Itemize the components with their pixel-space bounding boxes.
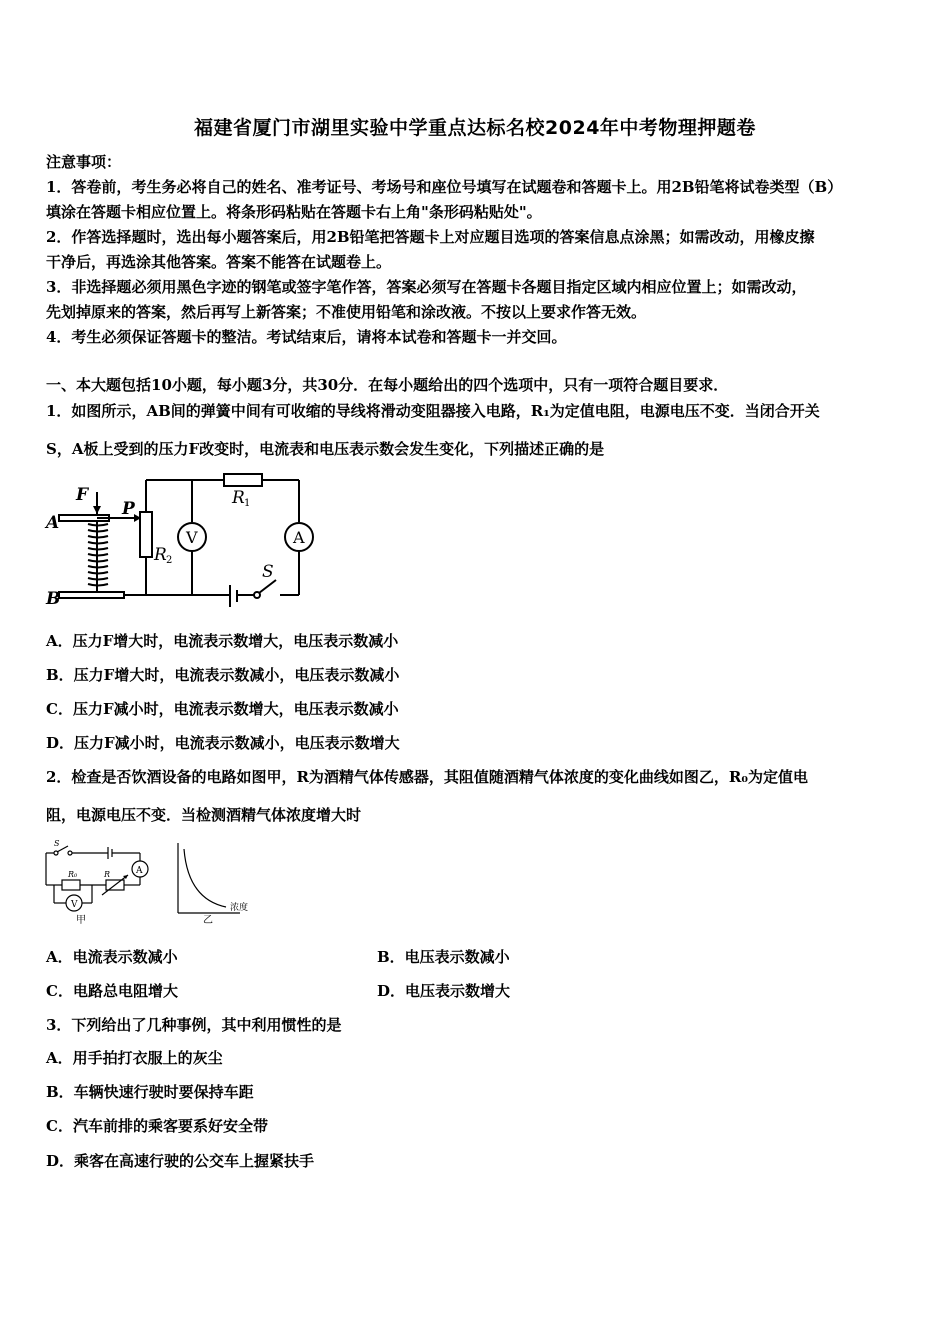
label-B: B — [46, 589, 61, 609]
label-R1-subscript: 1 — [244, 498, 251, 509]
label-F: F — [76, 485, 89, 505]
figure-yi-label: 乙 — [203, 915, 213, 926]
force-arrow-icon — [93, 506, 101, 514]
figure-jia-label: 甲 — [76, 915, 86, 926]
question-3-option-b[interactable]: B．车辆快速行驶时要保持车距 — [46, 1083, 254, 1101]
question-1-text: 1．如图所示，AB间的弹簧中间有可收缩的导线将滑动变阻器接入电路，R₁为定值电阻，电源电压不变．当闭合开关 — [46, 402, 820, 420]
question-2-option-b[interactable]: B．电压表示数减小 — [377, 948, 510, 966]
page-title: 福建省厦门市湖里实验中学重点达标名校2024年中考物理押题卷 — [194, 117, 756, 139]
question-2-text: 阻，电源电压不变．当检测酒精气体浓度增大时 — [46, 806, 362, 824]
concentration-axis-label: 浓度 — [230, 903, 249, 913]
question-1-option-b[interactable]: B．压力F增大时，电流表示数减小，电压表示数减小 — [46, 666, 400, 684]
section-heading: 一、本大题包括10小题，每小题3分，共30分．在每小题给出的四个选项中，只有一项符合题目要求． — [46, 376, 729, 394]
label-R1: R — [232, 488, 245, 508]
question-2-option-d[interactable]: D．电压表示数增大 — [377, 982, 511, 1000]
voltmeter-label: V — [186, 528, 198, 547]
r0-label: R₀ — [68, 870, 78, 879]
notice-line: 4．考生必须保证答题卡的整洁。考试结束后，请将本试卷和答题卡一并交回。 — [46, 328, 567, 346]
label-P: P — [122, 499, 135, 519]
question-3-text: 3．下列给出了几种事例，其中利用惯性的是 — [46, 1016, 342, 1034]
label-R2-subscript: 2 — [166, 555, 173, 566]
question-2-text: 2．检查是否饮酒设备的电路如图甲，R为酒精气体传感器，其阻值随酒精气体浓度的变化曲线如图乙，R₀为定值电 — [46, 768, 808, 786]
question-2-option-a[interactable]: A．电流表示数减小 — [46, 948, 178, 966]
ammeter-label: A — [136, 866, 143, 876]
question-3-option-d[interactable]: D．乘客在高速行驶的公交车上握紧扶手 — [46, 1152, 315, 1170]
question-1-text: S，A板上受到的压力F改变时，电流表和电压表示数会发生变化，下列描述正确的是 — [46, 440, 605, 458]
switch-label: S — [54, 839, 60, 848]
question-2-option-c[interactable]: C．电路总电阻增大 — [46, 982, 178, 1000]
question-3-option-c[interactable]: C．汽车前排的乘客要系好安全带 — [46, 1117, 268, 1135]
label-A: A — [46, 513, 60, 533]
question-2-figures — [40, 835, 260, 927]
ammeter-label: A — [293, 528, 305, 547]
notice-line: 2．作答选择题时，选出每小题答案后，用2B铅笔把答题卡上对应题目选项的答案信息点涂黑；如需改动，用橡皮擦 — [46, 228, 815, 246]
notice-line: 填涂在答题卡相应位置上。将条形码粘贴在答题卡右上角"条形码粘贴处"。 — [46, 203, 542, 221]
question-1-option-d[interactable]: D．压力F减小时，电流表示数减小，电压表示数增大 — [46, 734, 400, 752]
question-3-option-a[interactable]: A．用手拍打衣服上的灰尘 — [46, 1049, 223, 1067]
notice-line: 1．答卷前，考生务必将自己的姓名、准考证号、考场号和座位号填写在试题卷和答题卡上。用2B铅笔将试卷类型（B） — [46, 178, 843, 196]
question-1-option-c[interactable]: C．压力F减小时，电流表示数增大，电压表示数减小 — [46, 700, 399, 718]
label-R2: R — [154, 545, 167, 565]
notice-line: 干净后，再选涂其他答案。答案不能答在试题卷上。 — [46, 253, 392, 271]
r-label: R — [104, 870, 111, 879]
voltmeter-label: V — [71, 900, 78, 910]
notice-line: 先划掉原来的答案，然后再写上新答案；不准使用铅笔和涂改液。不按以上要求作答无效。 — [46, 303, 647, 321]
notice-line: 3．非选择题必须用黑色字迹的钢笔或签字笔作答，答案必须写在答题卡各题目指定区域内相应位置上；如需改动， — [46, 278, 807, 296]
switch-label: S — [262, 562, 274, 582]
question-1-circuit-figure — [44, 470, 324, 615]
notice-heading: 注意事项： — [46, 153, 122, 171]
question-1-option-a[interactable]: A．压力F增大时，电流表示数增大，电压表示数减小 — [46, 632, 399, 650]
